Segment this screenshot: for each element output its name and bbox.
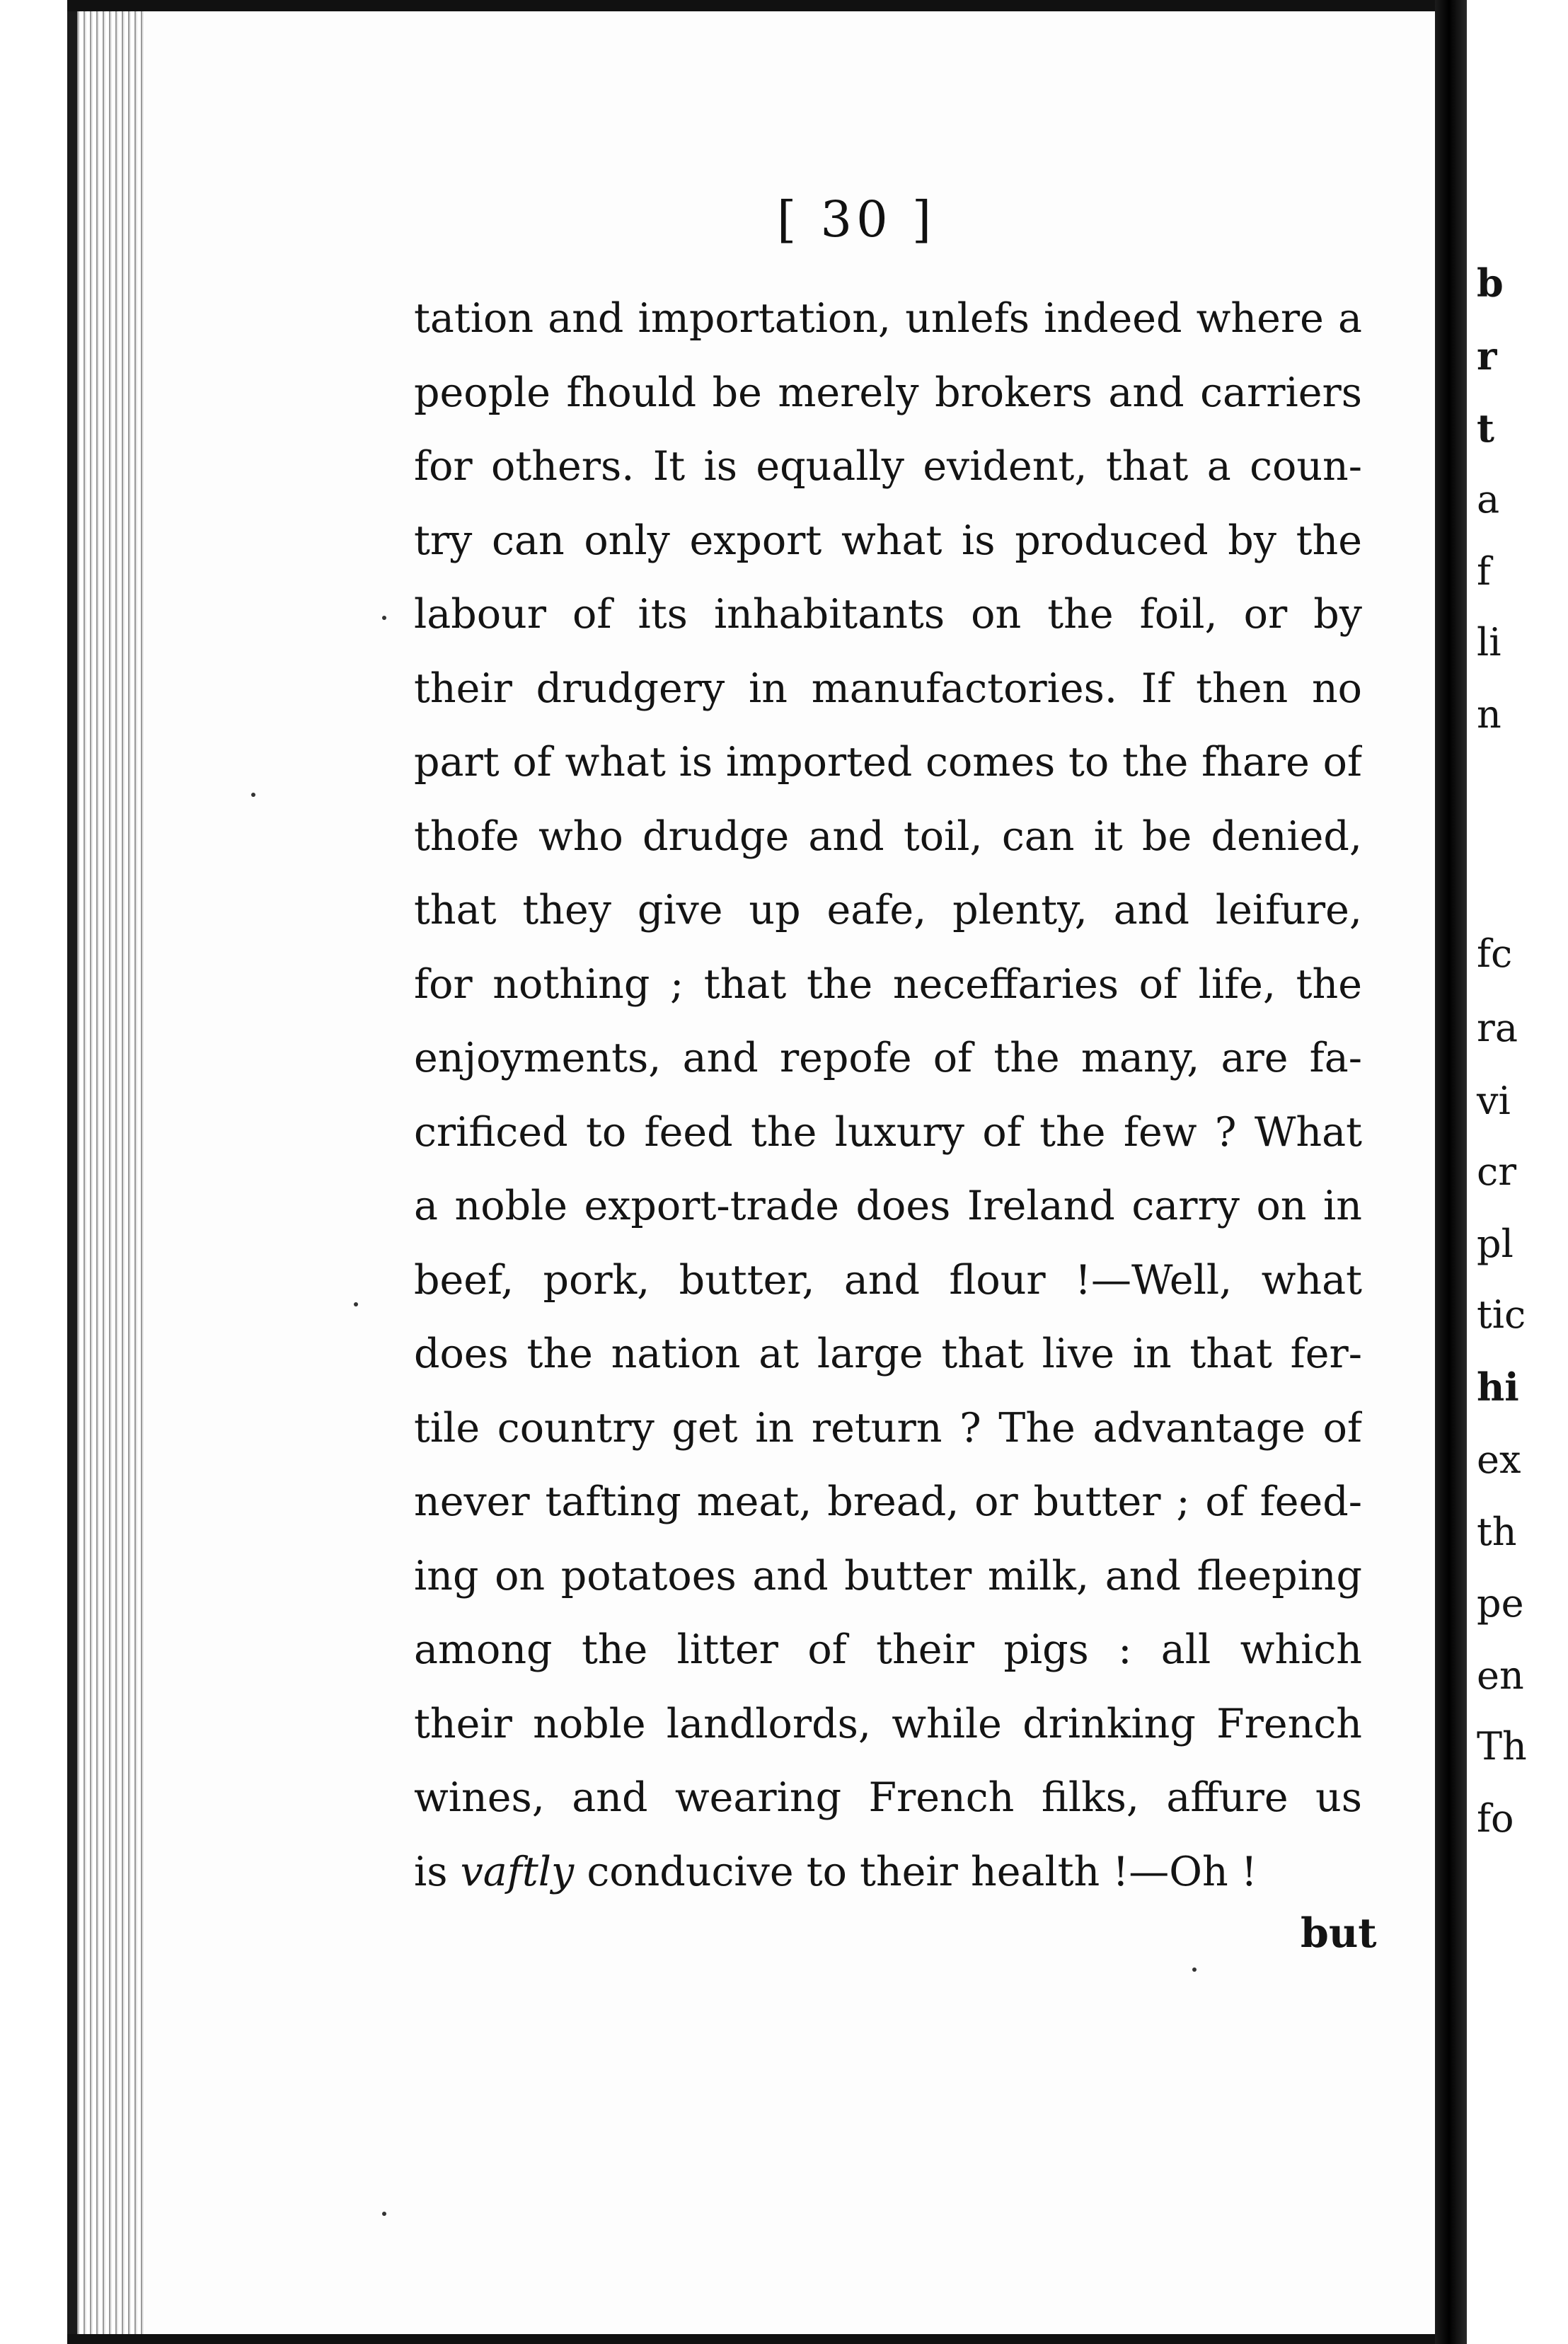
facing-text-fragment: cr [1477, 1149, 1517, 1194]
ink-speck [1192, 1967, 1197, 1972]
ink-speck [354, 1302, 358, 1306]
facing-text-fragment: th [1477, 1510, 1517, 1554]
body-text [414, 282, 1362, 1909]
text-line: wines, and wearing French filks, affure us [414, 1774, 1362, 1821]
text-line: their drudgery in manufactories. If then no [414, 665, 1362, 712]
facing-page-edge [1467, 11, 1568, 2334]
ink-speck [382, 616, 386, 620]
text-fragment: is [414, 1848, 461, 1895]
text-line: never tafting meat, bread, or butter ; of feed- [414, 1478, 1362, 1525]
facing-text-fragment: n [1477, 692, 1501, 737]
facing-text-fragment: vi [1477, 1079, 1511, 1123]
facing-text-fragment: a [1477, 477, 1500, 522]
text-line: labour of its inhabitants on the foil, or by [414, 591, 1362, 638]
facing-text-fragment: pl [1477, 1222, 1514, 1266]
scan-top-border [67, 0, 1443, 11]
text-line: tation and importation, unlefs indeed where a [414, 295, 1362, 342]
text-line: for nothing ; that the neceffaries of life, the [414, 960, 1362, 1008]
text-line: beef, pork, butter, and flour !—Well, what [414, 1256, 1362, 1304]
text-line: their noble landlords, while drinking French [414, 1700, 1362, 1747]
facing-text-fragment: ex [1477, 1437, 1521, 1482]
facing-text-fragment: hi [1477, 1365, 1519, 1410]
text-line: does the nation at large that live in that fer- [414, 1331, 1362, 1377]
binding-shadow [67, 0, 77, 2344]
book-gutter [1435, 0, 1467, 2344]
ink-speck [382, 2212, 386, 2216]
facing-text-fragment: fo [1477, 1796, 1514, 1841]
text-line: thofe who drudge and toil, can it be denied, [414, 812, 1362, 860]
facing-text-fragment: fc [1477, 931, 1513, 976]
text-line-last [414, 1835, 1362, 1909]
text-line: among the litter of their pigs : all which [414, 1626, 1362, 1673]
facing-text-fragment: t [1477, 406, 1494, 451]
facing-text-fragment: r [1477, 333, 1497, 379]
text-line: people fhould be merely brokers and carriers [414, 369, 1362, 416]
facing-text-fragment: b [1477, 260, 1504, 306]
page-number: [ 30 ] [777, 190, 936, 248]
text-line: enjoyments, and repofe of the many, are fa- [414, 1035, 1362, 1081]
text-line: part of what is imported comes to the fhare of [414, 739, 1362, 786]
text-line: a noble export-trade does Ireland carry on in [414, 1183, 1362, 1229]
text-line: that they give up eafe, plenty, and leifure, [414, 887, 1362, 933]
catchword: but [1301, 1909, 1377, 1957]
italic-word: vaftly [460, 1848, 575, 1895]
facing-text-fragment: Th [1477, 1724, 1527, 1769]
text-line: for others. It is equally evident, that a coun- [414, 443, 1362, 490]
ink-speck [251, 793, 255, 797]
page-edges [67, 0, 145, 2344]
facing-text-fragment: en [1477, 1653, 1524, 1698]
text-fragment: conducive to their health !—Oh ! [574, 1848, 1257, 1895]
facing-text-fragment: li [1477, 620, 1501, 665]
scan-bottom-border [67, 2334, 1443, 2344]
facing-text-fragment: f [1477, 549, 1491, 594]
text-line: crificed to feed the luxury of the few ? What [414, 1108, 1362, 1156]
facing-text-fragment: ra [1477, 1006, 1518, 1050]
text-line: ing on potatoes and butter milk, and fleeping [414, 1552, 1362, 1599]
text-line: tile country get in return ? The advantage of [414, 1404, 1362, 1452]
facing-text-fragment: tic [1477, 1292, 1526, 1337]
text-line: try can only export what is produced by the [414, 517, 1362, 564]
facing-text-fragment: pe [1477, 1581, 1524, 1626]
